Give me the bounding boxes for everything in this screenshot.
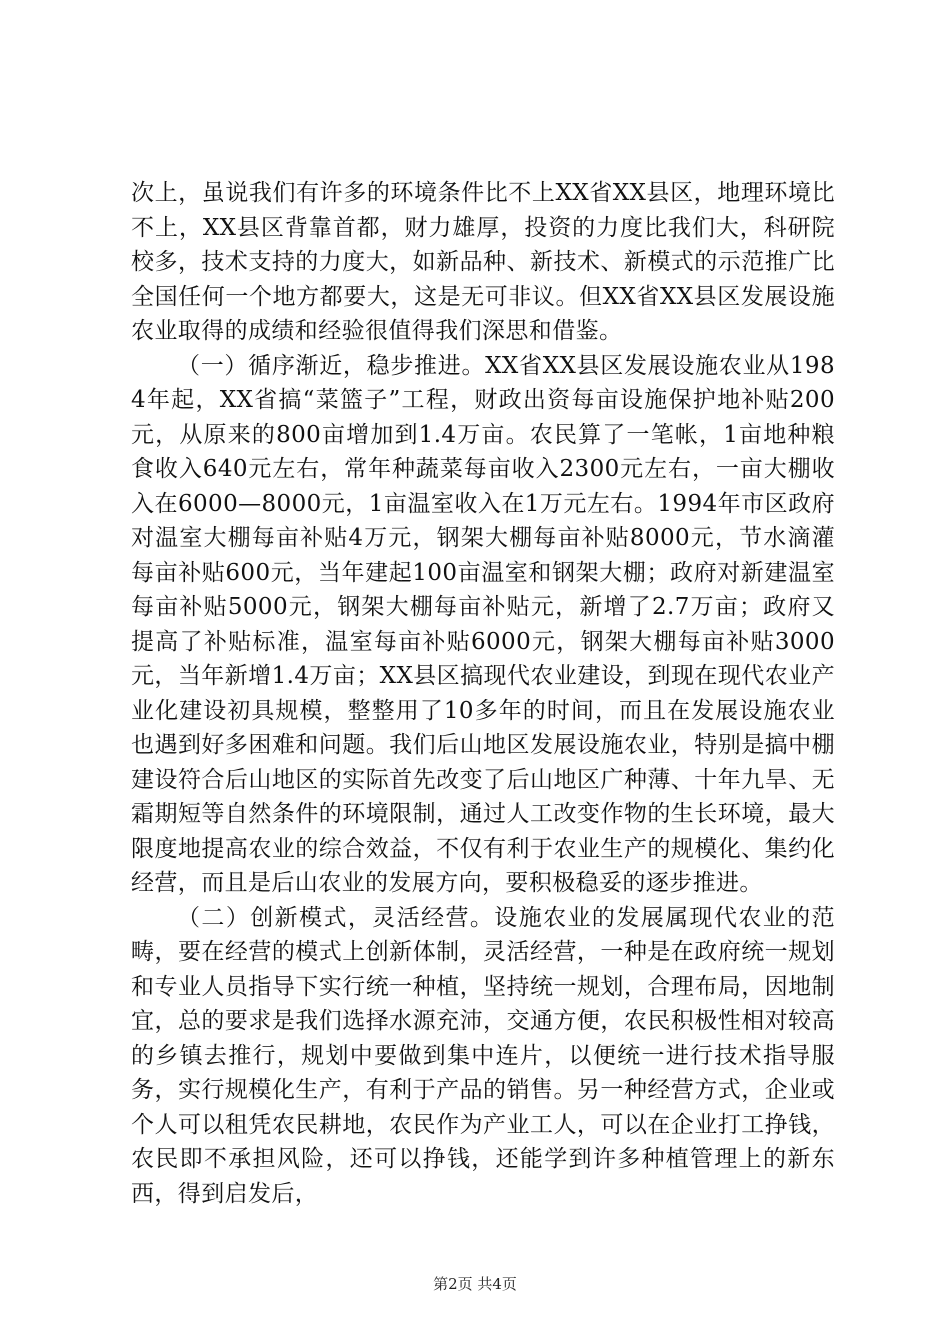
- page-number-footer: 第2页 共4页: [433, 1275, 517, 1293]
- document-body: [131, 176, 835, 1211]
- paragraph-section-one: （一）循序渐近，稳步推进。XX省XX县区发展设施农业从1984年起，XX省搞“菜篮子”工程，财政出资每亩设施保护地补贴200元，从原来的800亩增加到1.4万亩。农民算了一笔帐，1亩地种粮食收入640元左右，常年种蔬菜每亩收入2300元左右，一亩大棚收入在6000—8000元，1亩温室收入在1万元左右。1994年市区政府对温室大棚每亩补贴4万元，钢架大棚每亩补贴8000元，节水滴灌每亩补贴600元，当年建起100亩温室和钢架大棚；政府对新建温室每亩补贴5000元，钢架大棚每亩补贴元，新增了2.7万亩；政府又提高了补贴标准，温室每亩补贴6000元，钢架大棚每亩补贴3000元，当年新增1.4万亩；XX县区搞现代农业建设，到现在现代农业产业化建设初具规模，整整用了10多年的时间，而且在发展设施农业也遇到好多困难和问题。我们后山地区发展设施农业，特别是搞中棚建设符合后山地区的实际首先改变了后山地区广种薄、十年九旱、无霜期短等自然条件的环境限制，通过人工改变作物的生长环境，最大限度地提高农业的综合效益，不仅有利于农业生产的规模化、集约化经营，而且是后山农业的发展方向，要积极稳妥的逐步推进。: [131, 352, 835, 896]
- paragraph-continuation: 次上，虽说我们有许多的环境条件比不上XX省XX县区，地理环境比不上，XX县区背靠首都，财力雄厚，投资的力度比我们大，科研院校多，技术支持的力度大，如新品种、新技术、新模式的示范推广比全国任何一个地方都要大，这是无可非议。但XX省XX县区发展设施农业取得的成绩和经验很值得我们深思和借鉴。: [131, 180, 835, 344]
- paragraph-section-two: （二）创新模式，灵活经营。设施农业的发展属现代农业的范畴，要在经营的模式上创新体制，灵活经营，一种是在政府统一规划和专业人员指导下实行统一种植，坚持统一规划，合理布局，因地制宜，总的要求是我们选择水源充沛，交通方便，农民积极性相对较高的乡镇去推行，规划中要做到集中连片，以便统一进行技术指导服务，实行规模化生产，有利于产品的销售。另一种经营方式，企业或个人可以租凭农民耕地，农民作为产业工人，可以在企业打工挣钱，农民即不承担风险，还可以挣钱，还能学到许多种植管理上的新东西，得到启发后，: [131, 904, 835, 1207]
